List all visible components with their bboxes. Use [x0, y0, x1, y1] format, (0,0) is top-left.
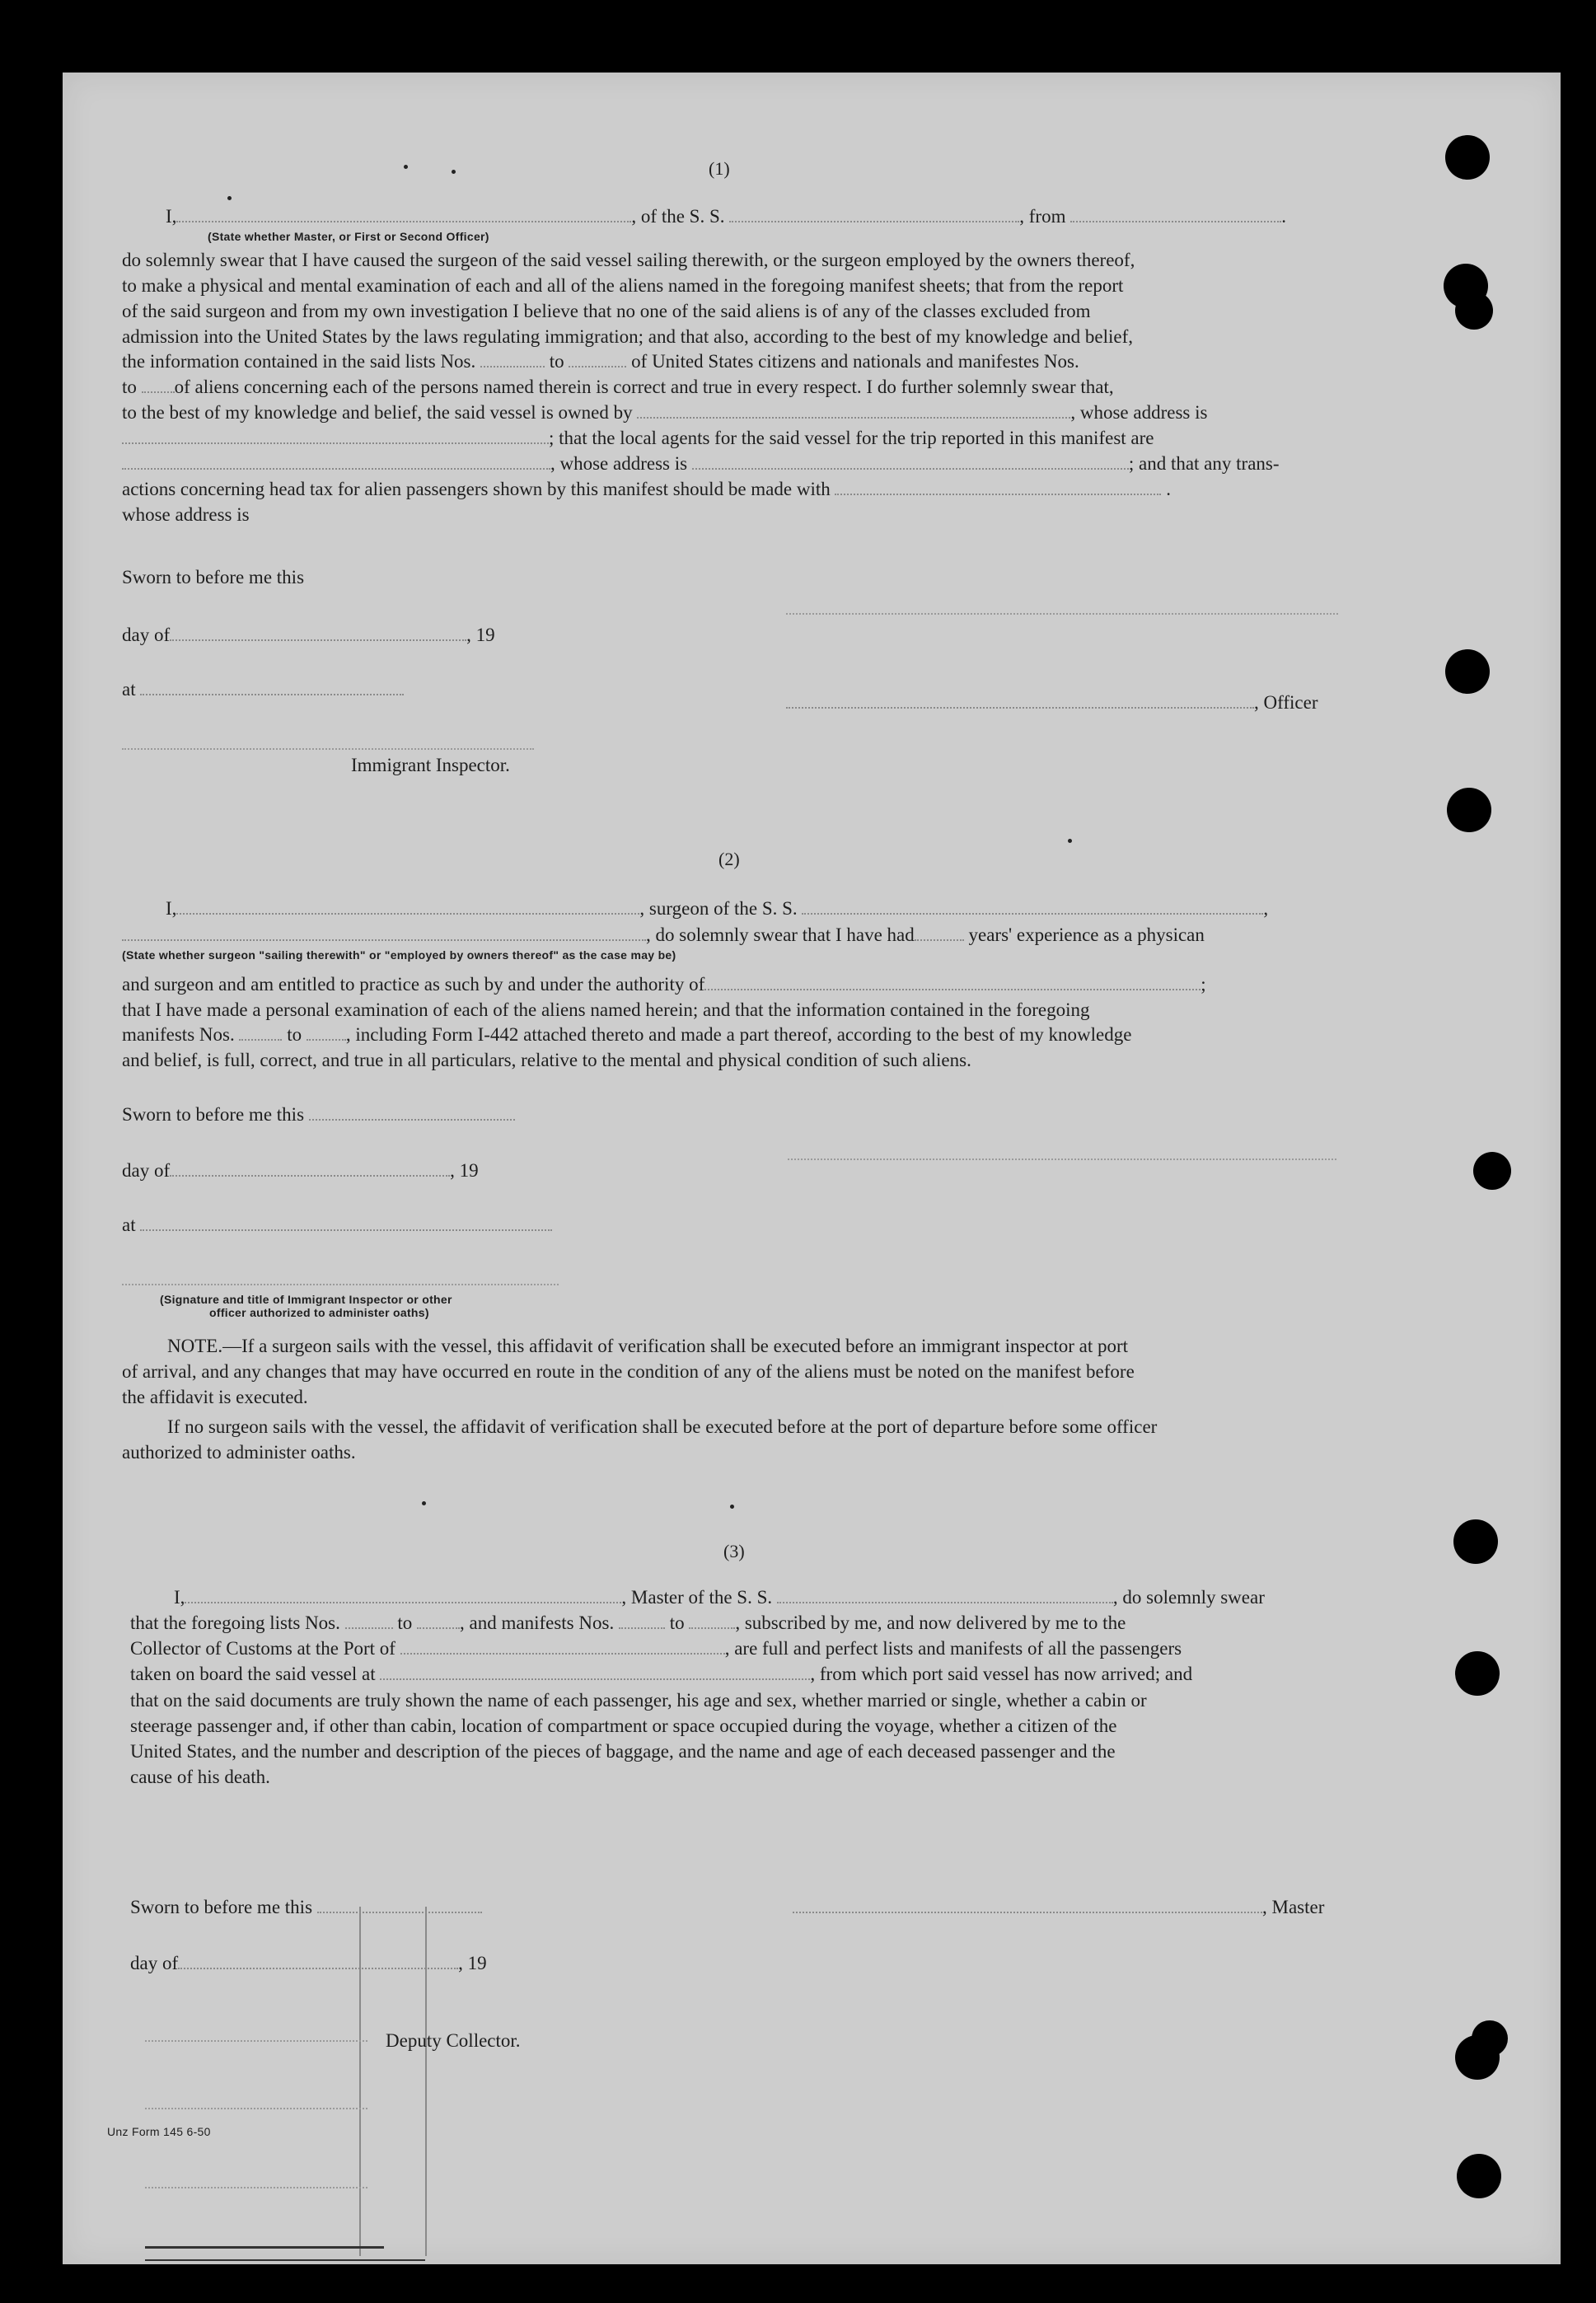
ledger-rule — [425, 1907, 427, 2256]
s2-surgeon-note: (State whether surgeon "sailing therewith" or "employed by owners thereof" as the case may be) — [122, 948, 676, 962]
s3-collector-label: Collector of Customs at the Port of — [130, 1638, 395, 1659]
punch-hole — [1445, 649, 1490, 694]
note-line: authorized to administer oaths. — [122, 1442, 356, 1463]
s2-at-line — [122, 1213, 552, 1238]
punch-hole — [1455, 1651, 1500, 1696]
s1-officer-label: , Officer — [1254, 692, 1318, 713]
s2-at-label: at — [122, 1215, 136, 1235]
s1-of-ss-label: , of the S. S. — [631, 206, 725, 227]
s3-line-1 — [174, 1585, 1265, 1610]
section-1-number: (1) — [709, 158, 730, 179]
s1-nos-line — [122, 349, 1079, 374]
note-paragraph-2 — [122, 1414, 1392, 1465]
s1-sworn: Sworn to before me this — [122, 567, 305, 587]
manifest-affidavit-page — [63, 73, 1561, 2264]
s1-agents-line — [122, 426, 1154, 451]
s2-sworn-label: Sworn to before me this — [122, 1104, 305, 1125]
s3-master-of-label: , Master of the S. S. — [621, 1587, 773, 1608]
speck — [730, 1505, 734, 1509]
s2-day-line — [122, 1159, 479, 1183]
s2-authority-end: ; — [1201, 974, 1206, 995]
s1-owned-label: to the best of my knowledge and belief, the said vessel is owned by — [122, 402, 633, 423]
speck — [404, 165, 408, 169]
s1-line1-end: . — [1281, 206, 1286, 227]
s1-body-lines — [122, 247, 1392, 349]
s3-master-line — [793, 1895, 1324, 1920]
punch-hole — [1473, 1152, 1511, 1190]
ledger-rule-bottom — [145, 2259, 425, 2261]
speck — [227, 196, 232, 200]
s1-at-line — [122, 677, 404, 702]
s1-at-label: at — [122, 679, 136, 700]
s3-body — [130, 1687, 1404, 1790]
s1-inspector: Immigrant Inspector. — [351, 755, 510, 775]
s1-actions-end: . — [1166, 479, 1171, 499]
s3-day-label: day of — [130, 1953, 179, 1973]
s2-body-line: that I have made a personal examination of each of the aliens named herein; and that the information contained in the foregoing — [122, 999, 1090, 1020]
s3-swear-text: , do solemnly swear — [1112, 1587, 1265, 1608]
s3-taken-text: , from which port said vessel has now arrived; and — [810, 1664, 1193, 1684]
s3-collector-text: , are full and perfect lists and manifests of all the passengers — [724, 1638, 1182, 1659]
s1-body-line: of the said surgeon and from my own investigation I believe that no one of the said aliens is of any of the classes excluded from — [122, 301, 1091, 321]
s3-year-label: , 19 — [458, 1953, 487, 1973]
s1-whose-line — [122, 452, 1280, 476]
s3-taken-line — [130, 1662, 1192, 1687]
s1-address-label: , whose address is — [1070, 402, 1208, 423]
s1-to-line — [122, 375, 1114, 400]
punch-hole — [1445, 135, 1490, 180]
s1-whose-label: , whose address is — [550, 453, 688, 474]
s2-manifests-label: manifests Nos. — [122, 1024, 235, 1045]
ledger-line — [145, 2040, 367, 2042]
s3-subscribed-text: , subscribed by me, and now delivered by me to the — [735, 1613, 1126, 1633]
s2-body — [122, 997, 1392, 1023]
s2-i-label: I, — [166, 898, 177, 919]
ledger-line — [145, 2108, 367, 2109]
punch-hole — [1457, 2154, 1501, 2198]
s1-manifests-label: of United States citizens and nationals and manifestes Nos. — [631, 351, 1079, 372]
s1-actions-line — [122, 477, 1171, 502]
s1-owned-line — [122, 400, 1207, 425]
s1-body-line: admission into the United States by the laws regulating immigration; and that also, according to the best of my knowledge and belief, — [122, 326, 1134, 347]
punch-hole — [1455, 292, 1493, 330]
speck — [1068, 839, 1072, 843]
s2-sig-note-2: officer authorized to administer oaths) — [209, 1306, 429, 1319]
s2-line-1 — [166, 896, 1268, 921]
s1-body-line: do solemnly swear that I have caused the surgeon of the said vessel sailing therewith, or the surgeon employed by the owners thereof, — [122, 250, 1135, 270]
s2-to-label: to — [287, 1024, 302, 1045]
s3-body-line: cause of his death. — [130, 1767, 270, 1787]
s1-i-label: I, — [166, 206, 177, 227]
s1-nos-label: the information contained in the said lists Nos. — [122, 351, 476, 372]
s1-whose-addr-line — [122, 503, 250, 527]
s2-surgeon-of-label: , surgeon of the S. S. — [639, 898, 798, 919]
s1-day-line — [122, 623, 495, 648]
s3-i-label: I, — [174, 1587, 185, 1608]
s3-to-label-2: to — [669, 1613, 685, 1633]
s3-body-line: steerage passenger and, if other than cabin, location of compartment or space occupied during the voyage, whether a citizen of the — [130, 1716, 1117, 1736]
s3-collector-line — [130, 1636, 1182, 1661]
s1-to-label: to — [549, 351, 564, 372]
s3-master-label: , Master — [1262, 1897, 1325, 1917]
s3-day-line — [130, 1951, 487, 1976]
s2-manifests-text: , including Form I-442 attached thereto and made a part thereof, according to the best of my knowledge — [345, 1024, 1132, 1045]
ledger-rule — [359, 1907, 361, 2256]
section-2-number: (2) — [718, 849, 740, 869]
s3-lists-line — [130, 1611, 1126, 1636]
s2-day-label: day of — [122, 1160, 171, 1181]
s2-inspector-signature-line — [122, 1284, 559, 1285]
s3-body-line: that on the said documents are truly shown the name of each passenger, his age and sex, whether married or single, whether a cabin or — [130, 1690, 1147, 1711]
speck — [422, 1501, 426, 1505]
s1-year-label: , 19 — [466, 625, 495, 645]
ledger-rule-bottom — [145, 2246, 384, 2249]
s2-signature-line — [788, 1159, 1336, 1160]
s2-years-text: years' experience as a physican — [968, 924, 1205, 945]
s1-day-label: day of — [122, 625, 171, 645]
s2-authority-text: and surgeon and am entitled to practice as such by and under the authority of — [122, 974, 705, 995]
section-3-number: (3) — [723, 1541, 745, 1561]
s3-manifests-label: , and manifests Nos. — [460, 1613, 615, 1633]
s3-to-label: to — [397, 1613, 413, 1633]
s1-whose-addr-label: whose address is — [122, 504, 250, 525]
punch-hole — [1472, 2020, 1508, 2057]
note-line: of arrival, and any changes that may have occurred en route in the condition of any of the aliens must be noted on the manifest before — [122, 1361, 1135, 1382]
s1-body-line: to make a physical and mental examination of each and all of the aliens named in the foregoing manifest sheets; that from the report — [122, 275, 1124, 296]
s2-authority-line — [122, 972, 1206, 997]
s3-taken-label: taken on board the said vessel at — [130, 1664, 376, 1684]
s1-agents-text: ; that the local agents for the said vessel for the trip reported in this manifest are — [549, 428, 1154, 448]
s3-body-line: United States, and the number and description of the pieces of baggage, and the name and age of each deceased passenger and the — [130, 1741, 1116, 1762]
s1-from-label: , from — [1019, 206, 1066, 227]
punch-hole — [1453, 1519, 1498, 1564]
form-id: Unz Form 145 6-50 — [107, 2125, 211, 2138]
s2-last-line: and belief, is full, correct, and true in all particulars, relative to the mental and physical condition of such aliens. — [122, 1050, 971, 1070]
punch-hole — [1447, 788, 1491, 832]
s2-sig-note-1: (Signature and title of Immigrant Inspector or other — [160, 1293, 452, 1306]
s1-officer-line — [786, 690, 1318, 715]
s1-aliens-text: of aliens concerning each of the persons named therein is correct and true in every respect. I do further solemnly swear that, — [174, 377, 1114, 397]
s1-officer-note: (State whether Master, or First or Second Officer) — [208, 230, 489, 243]
s1-to-label: to — [122, 377, 137, 397]
s1-actions-text: actions concerning head tax for alien passengers shown by this manifest should be made with — [122, 479, 831, 499]
s2-line1-end: , — [1263, 898, 1269, 919]
s3-sworn-line — [130, 1895, 482, 1920]
s1-trans-text: ; and that any trans- — [1128, 453, 1280, 474]
s2-swear-text: , do solemnly swear that I have had — [646, 924, 915, 945]
note-line: the affidavit is executed. — [122, 1387, 308, 1407]
note-line: If no surgeon sails with the vessel, the affidavit of verification shall be executed before at the port of departure before some officer — [167, 1416, 1158, 1437]
s3-deputy: Deputy Collector. — [386, 2030, 521, 2051]
s1-inspector-line — [122, 748, 534, 750]
s2-sworn-line — [122, 1102, 515, 1127]
ledger-line — [145, 2187, 367, 2188]
s3-lists-label: that the foregoing lists Nos. — [130, 1613, 340, 1633]
s1-signature-line — [786, 613, 1338, 615]
s2-year-label: , 19 — [450, 1160, 479, 1181]
speck — [452, 170, 456, 174]
s3-sworn-label: Sworn to before me this — [130, 1897, 313, 1917]
note-line: NOTE.—If a surgeon sails with the vessel, this affidavit of verification shall be executed before an immigrant inspector at port — [167, 1336, 1129, 1356]
s2-manifests-line — [122, 1023, 1131, 1047]
note-paragraph-1 — [122, 1333, 1392, 1410]
